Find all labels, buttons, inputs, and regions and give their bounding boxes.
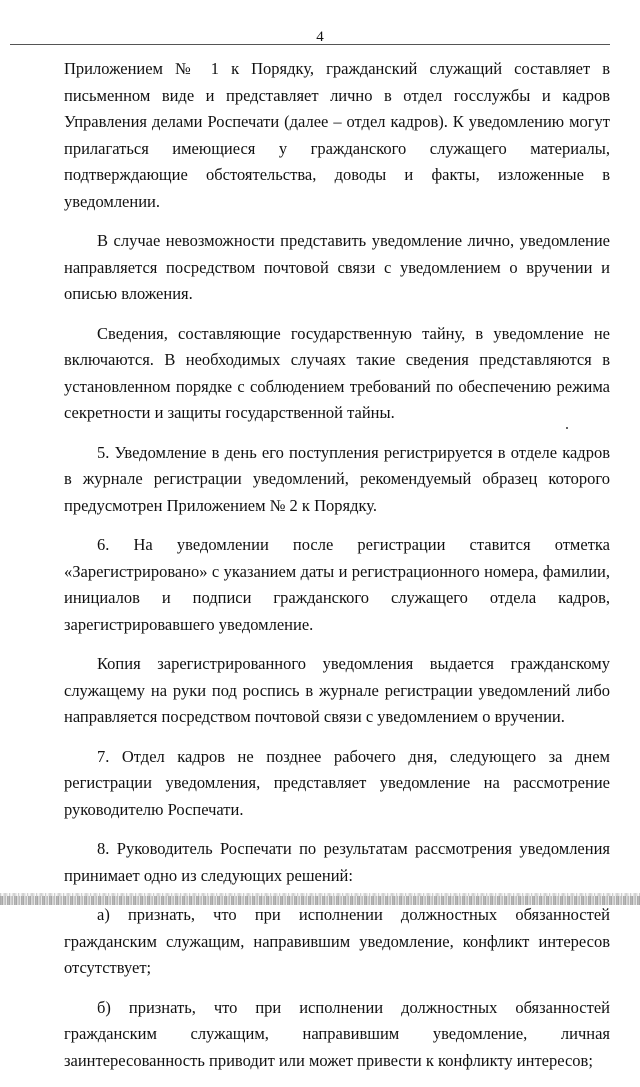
document-body — [64, 56, 610, 1087]
paragraph-decision-b: б) признать, что при исполнении должностных обязанностей гражданским служащим, направившим уведомление, личная заинтересованность приводит или может привести к конфликту интересов; — [64, 997, 610, 1070]
scan-bottom-edge — [0, 896, 640, 905]
paragraph-item-8: 8. Руководитель Роспечати по результатам рассмотрения уведомления принимает одно из следующих решений: — [64, 839, 610, 885]
paragraph-notification-submission: Приложением № 1 к Порядку, гражданский служащий составляет в письменном виде и представляет лично в отдел госслужбы и кадров Управления делами Роспечати (далее – отдел кадров). К уведомлению могут прилагаться имеющиеся у гражданского служащего материалы, подтверждающие обстоятельства, доводы и факты, изложенные в уведомлении. — [64, 59, 610, 211]
paragraph-state-secret: Сведения, составляющие государственную тайну, в уведомление не включаются. В необходимых случаях такие сведения представляются в установленном порядке с соблюдением требований по обеспечению режима секретности и защиты государственной тайны. — [64, 323, 610, 422]
paragraph-item-6: 6. На уведомлении после регистрации ставится отметка «Зарегистрировано» с указанием даты и регистрационного номера, фамилии, инициалов и подписи гражданского служащего отдела кадров, зарегистрировавшего уведомление. — [64, 535, 610, 634]
paragraph-item-5: 5. Уведомление в день его поступления регистрируется в отделе кадров в журнале регистрации уведомлений, рекомендуемый образец которого предусмотрен Приложением № 2 к Порядку. — [64, 442, 610, 515]
paragraph-postal-delivery: В случае невозможности представить уведомление лично, уведомление направляется посредством почтовой связи с уведомлением о вручении и описью вложения. — [64, 231, 610, 303]
scan-speck — [566, 427, 568, 429]
paragraph-decision-a: а) признать, что при исполнении должностных обязанностей гражданским служащим, направившим уведомление, конфликт интересов отсутствует; — [64, 905, 610, 977]
paragraph-item-7: 7. Отдел кадров не позднее рабочего дня, следующего за днем регистрации уведомления, представляет уведомление на рассмотрение руководителю Роспечати. — [64, 746, 610, 819]
paragraph-copy-issued: Копия зарегистрированного уведомления выдается гражданскому служащему на руки под роспись в журнале регистрации уведомлений либо направляется посредством почтовой связи с уведомлением о вручении. — [64, 654, 610, 726]
page-number: 4 — [316, 29, 324, 45]
header-rule — [10, 44, 610, 45]
